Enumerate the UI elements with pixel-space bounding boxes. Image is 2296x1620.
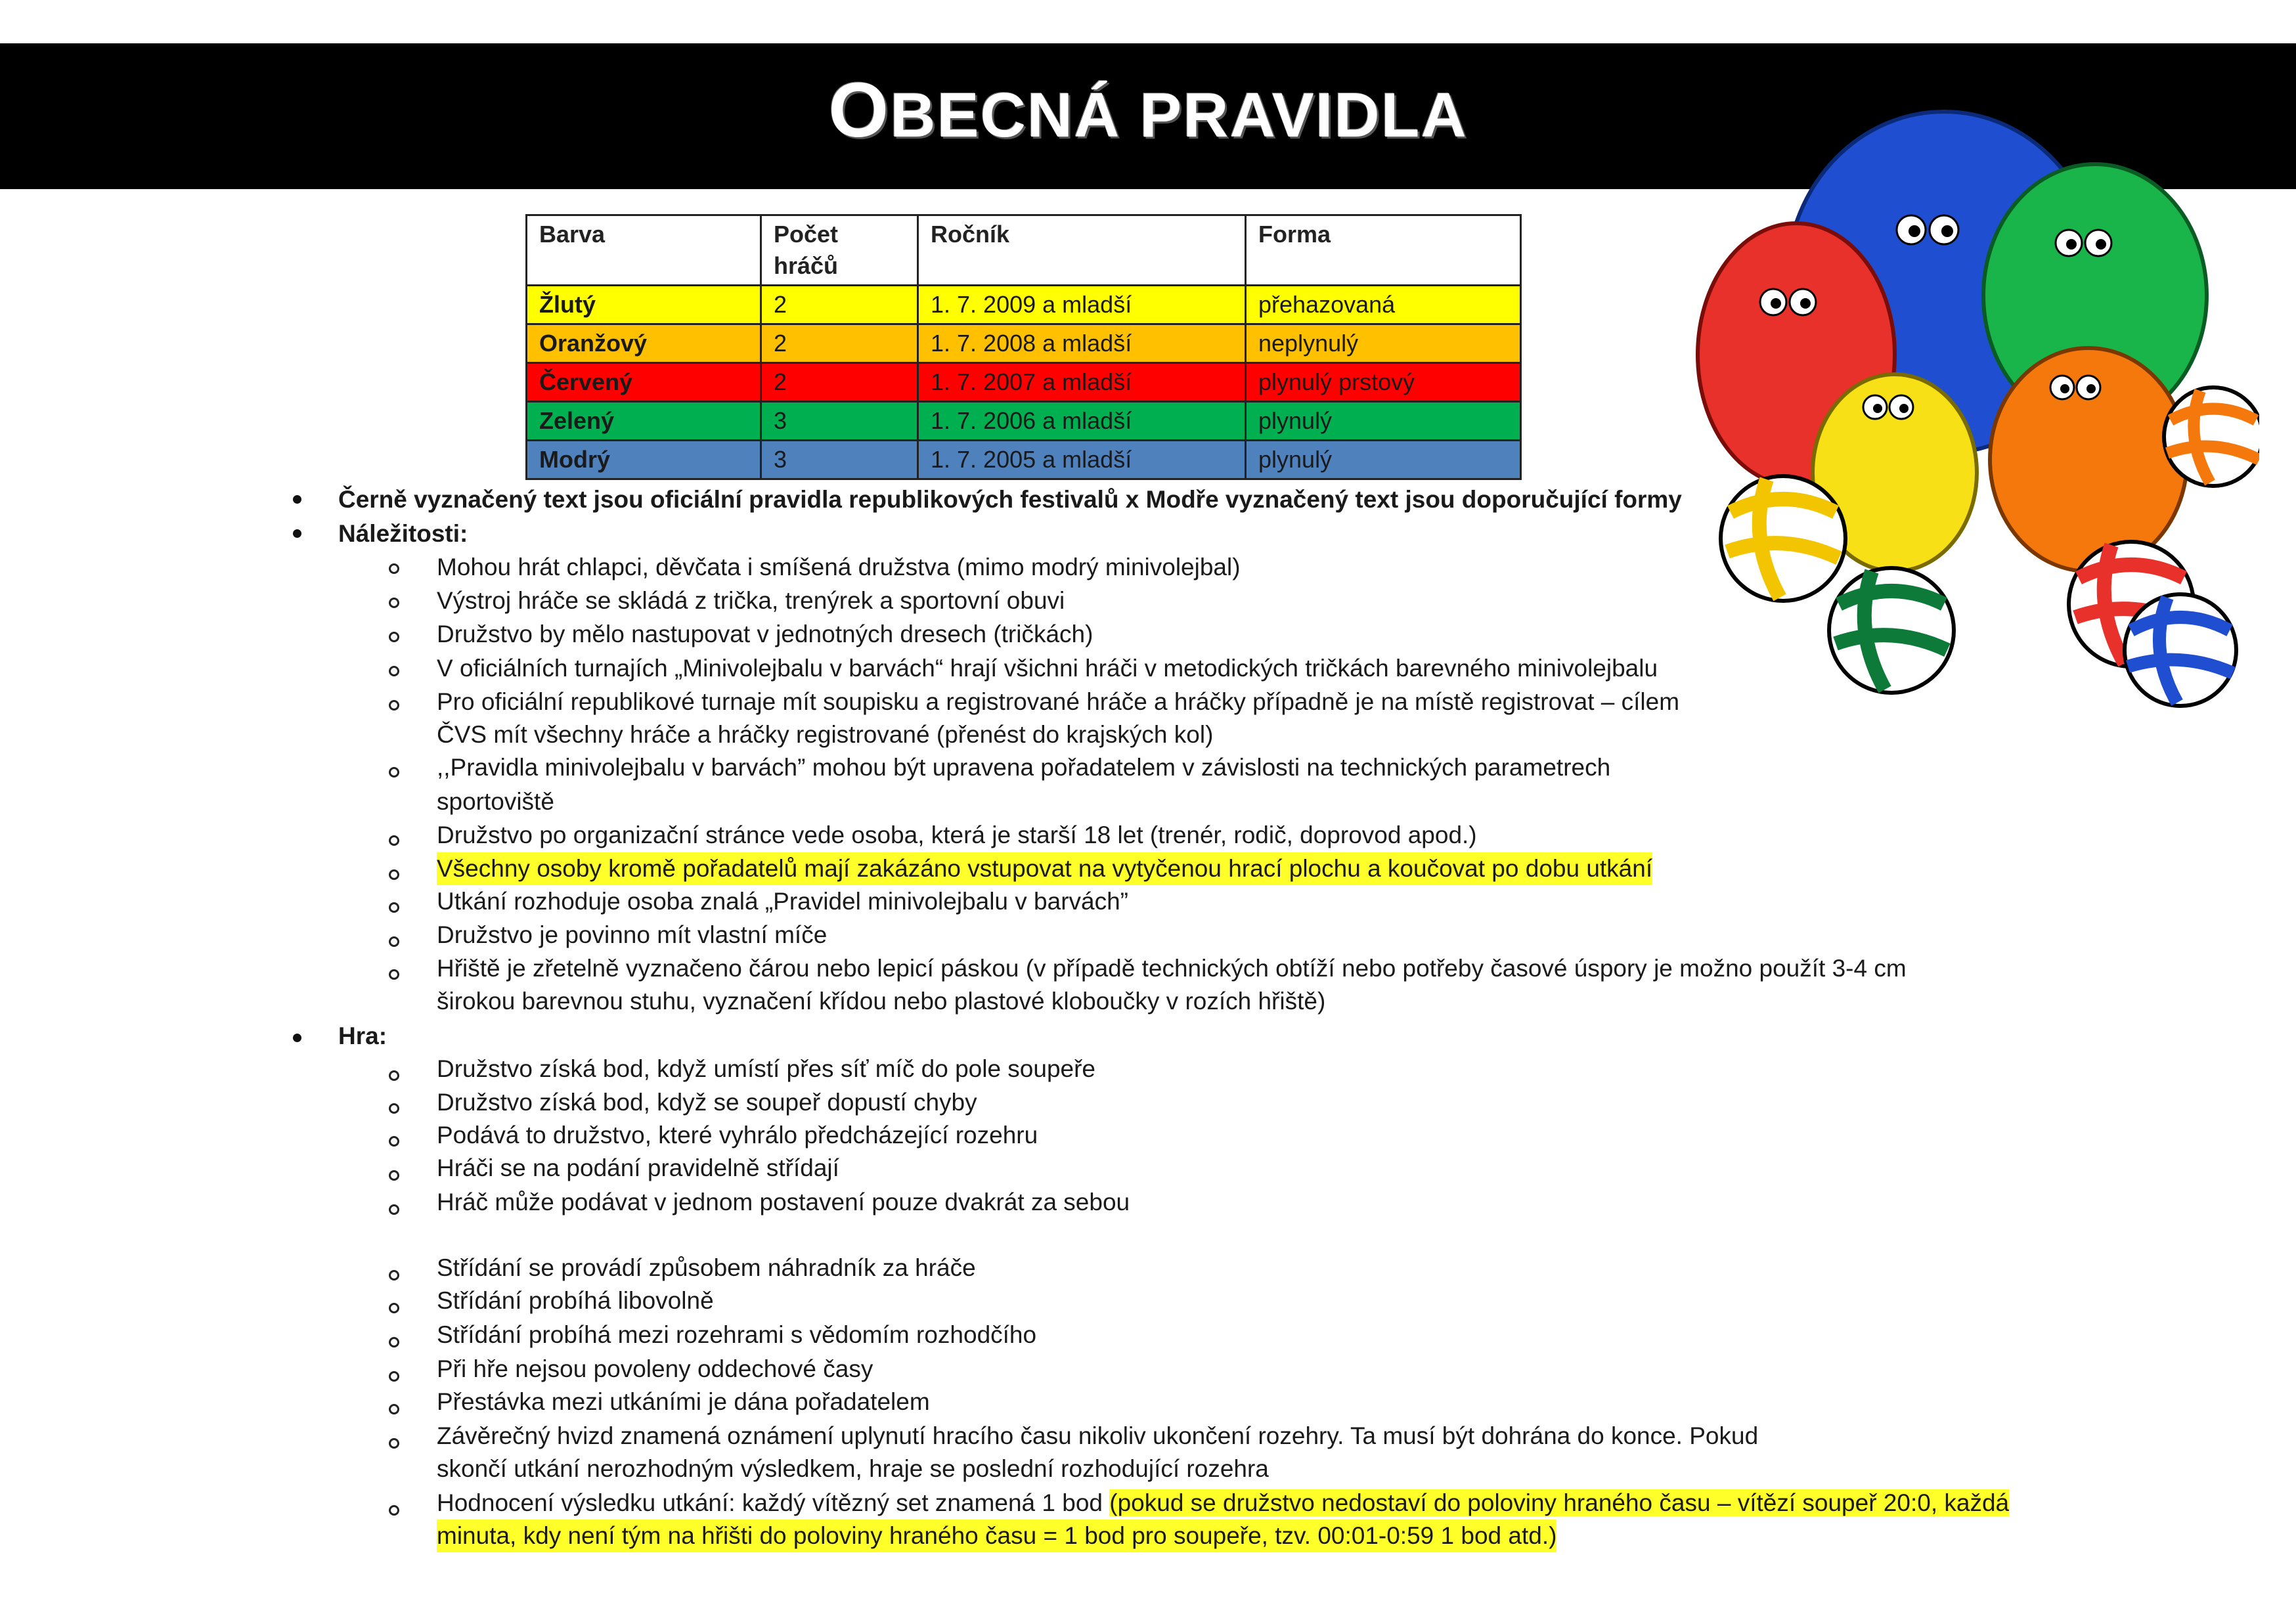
list-item: Při hře nejsou povoleny oddechové časy bbox=[437, 1355, 873, 1382]
title-initial: O bbox=[828, 67, 891, 154]
bullet-circle bbox=[389, 767, 399, 777]
cell-forma: plynulý prstový bbox=[1246, 363, 1521, 402]
bullet-circle bbox=[389, 1204, 399, 1215]
list-item-highlighted: Všechny osoby kromě pořadatelů mají zakázáno vstupovat na vytyčenou hrací plochu a koučovat po dobu utkání bbox=[437, 852, 1652, 885]
list-item: Družstvo získá bod, když se soupeř dopustí chyby bbox=[437, 1089, 977, 1116]
cell-rocnik: 1. 7. 2007 a mladší bbox=[918, 363, 1246, 402]
cell-forma: neplynulý bbox=[1246, 324, 1521, 363]
header-pocet: Počet hráčů bbox=[761, 215, 918, 286]
bullet-circle bbox=[389, 1438, 399, 1449]
evaluation-highlight: (pokud se družstvo nedostaví do poloviny hraného času – vítězí soupeř 20:0, každá bbox=[1109, 1489, 2010, 1516]
list-item-continued: širokou barevnou stuhu, vyznačení křídou nebo plastové kloboučky v rozích hřiště) bbox=[437, 988, 1326, 1015]
intro-text: Černě vyznačený text jsou oficiální pravidla republikových festivalů x Modře vyznačený text jsou doporučující formy bbox=[338, 486, 1682, 513]
list-item: Střídání se provádí způsobem náhradník za hráče bbox=[437, 1254, 976, 1281]
list-item: V oficiálních turnajích „Minivolejbalu v barvách“ hrají všichni hráči v metodických tričkách barevného minivolejbalu bbox=[437, 655, 1658, 682]
table-row bbox=[527, 363, 1521, 402]
cell-barva: Oranžový bbox=[527, 324, 761, 363]
cell-forma: plynulý bbox=[1246, 402, 1521, 441]
bullet-circle bbox=[389, 666, 399, 676]
bullet-circle bbox=[389, 1136, 399, 1147]
header-rocnik: Ročník bbox=[918, 215, 1246, 286]
list-item: Podává to družstvo, které vyhrálo předcházející rozehru bbox=[437, 1122, 1038, 1149]
list-item: Utkání rozhoduje osoba znalá „Pravidel minivolejbalu v barvách” bbox=[437, 888, 1129, 915]
list-item: Hřiště je zřetelně vyznačeno čárou nebo lepicí páskou (v případě technických obtíží nebo potřeby časové úspory je možno použít 3-4 cm bbox=[437, 955, 1907, 982]
cell-barva: Červený bbox=[527, 363, 761, 402]
cell-pocet: 2 bbox=[761, 363, 918, 402]
list-item: Hráči se na podání pravidelně střídají bbox=[437, 1154, 839, 1181]
bullet-circle bbox=[389, 1303, 399, 1313]
list-item: Závěrečný hvizd znamená oznámení uplynutí hracího času nikoliv ukončení rozehry. Ta musí být dohrána do konce. Pokud bbox=[437, 1422, 1759, 1449]
bullet-circle bbox=[389, 1371, 399, 1382]
evaluation-text: Hodnocení výsledku utkání: každý vítězný set znamená 1 bod bbox=[437, 1489, 1103, 1516]
bullet-circle bbox=[389, 598, 399, 608]
bullet-circle bbox=[389, 1270, 399, 1281]
table-row bbox=[527, 441, 1521, 479]
table-row bbox=[527, 324, 1521, 363]
volleyball-green bbox=[1829, 568, 1954, 693]
cell-forma: plynulý bbox=[1246, 441, 1521, 479]
header-barva: Barva bbox=[527, 215, 761, 286]
cell-pocet: 2 bbox=[761, 286, 918, 324]
bullet-circle bbox=[389, 1337, 399, 1347]
list-item-evaluation bbox=[437, 1487, 2009, 1520]
list-item-continued: skončí utkání nerozhodným výsledkem, hraje se poslední rozhodující rozehra bbox=[437, 1455, 1269, 1482]
list-item: ,,Pravidla minivolejbalu v barvách” mohou být upravena pořadatelem v závislosti na technických parametrech bbox=[437, 754, 1611, 781]
list-item-continued: ČVS mít všechny hráče a hráčky registrované (přenést do krajských kol) bbox=[437, 721, 1214, 748]
list-item: Družstvo by mělo nastupovat v jednotných dresech (tričkách) bbox=[437, 621, 1093, 647]
list-item-continued: sportoviště bbox=[437, 788, 554, 815]
list-item: Družstvo po organizační stránce vede osoba, která je starší 18 let (trenér, rodič, doprovod apod.) bbox=[437, 821, 1477, 848]
cell-rocnik: 1. 7. 2009 a mladší bbox=[918, 286, 1246, 324]
section-heading-nalezitosti: Náležitosti: bbox=[338, 520, 468, 547]
cell-pocet: 3 bbox=[761, 402, 918, 441]
cell-pocet: 2 bbox=[761, 324, 918, 363]
list-item-highlighted-continued: minuta, kdy není tým na hřišti do poloviny hraného času = 1 bod pro soupeře, tzv. 00:01-0:59 1 bod atd.) bbox=[437, 1520, 1556, 1552]
volleyball-blue bbox=[2125, 594, 2236, 706]
list-item: Pro oficiální republikové turnaje mít soupisku a registrované hráče a hráčky případně je na místě registrovat – cílem bbox=[437, 688, 1680, 715]
bullet-circle bbox=[389, 1070, 399, 1081]
bullet-circle bbox=[389, 936, 399, 947]
list-item: Střídání probíhá mezi rozehrami s vědomím rozhodčího bbox=[437, 1321, 1037, 1348]
table-header-row bbox=[527, 215, 1521, 286]
bullet-dot bbox=[293, 1034, 301, 1042]
volleyball-yellow bbox=[1721, 476, 1845, 601]
bullet-circle bbox=[389, 563, 399, 574]
cell-barva: Žlutý bbox=[527, 286, 761, 324]
cell-pocet: 3 bbox=[761, 441, 918, 479]
cell-barva: Zelený bbox=[527, 402, 761, 441]
list-item: Přestávka mezi utkáními je dána pořadatelem bbox=[437, 1388, 930, 1415]
bullet-circle bbox=[389, 632, 399, 642]
bullet-circle bbox=[389, 700, 399, 711]
bullet-circle bbox=[389, 869, 399, 880]
cell-rocnik: 1. 7. 2005 a mladší bbox=[918, 441, 1246, 479]
section-heading-hra: Hra: bbox=[338, 1022, 387, 1049]
list-item: Družstvo je povinno mít vlastní míče bbox=[437, 921, 828, 948]
header-forma: Forma bbox=[1246, 215, 1521, 286]
bullet-circle bbox=[389, 902, 399, 913]
bullet-circle bbox=[389, 1505, 399, 1516]
list-item: Družstvo získá bod, když umístí přes síť míč do pole soupeře bbox=[437, 1055, 1096, 1082]
bullet-dot bbox=[293, 529, 301, 538]
bullet-circle bbox=[389, 835, 399, 846]
cell-rocnik: 1. 7. 2006 a mladší bbox=[918, 402, 1246, 441]
list-item: Výstroj hráče se skládá z trička, trenýrek a sportovní obuvi bbox=[437, 587, 1065, 614]
orange-mascot bbox=[1990, 348, 2187, 571]
bullet-circle bbox=[389, 969, 399, 980]
list-item: Střídání probíhá libovolně bbox=[437, 1287, 714, 1314]
bullet-circle bbox=[389, 1404, 399, 1414]
list-item: Hráč může podávat v jednom postavení pouze dvakrát za sebou bbox=[437, 1189, 1130, 1215]
volleyball-orange bbox=[2164, 387, 2259, 486]
bullet-circle bbox=[389, 1170, 399, 1181]
cell-rocnik: 1. 7. 2008 a mladší bbox=[918, 324, 1246, 363]
mascots-illustration bbox=[1668, 79, 2259, 709]
title-rest: BECNÁ PRAVIDLA bbox=[890, 80, 1468, 150]
list-item: Mohou hrát chlapci, děvčata i smíšená družstva (mimo modrý minivolejbal) bbox=[437, 554, 1241, 580]
cell-barva: Modrý bbox=[527, 441, 761, 479]
table-row bbox=[527, 286, 1521, 324]
color-table bbox=[525, 214, 1522, 480]
table-row bbox=[527, 402, 1521, 441]
bullet-circle bbox=[389, 1103, 399, 1114]
cell-forma: přehazovaná bbox=[1246, 286, 1521, 324]
bullet-dot bbox=[293, 495, 301, 504]
